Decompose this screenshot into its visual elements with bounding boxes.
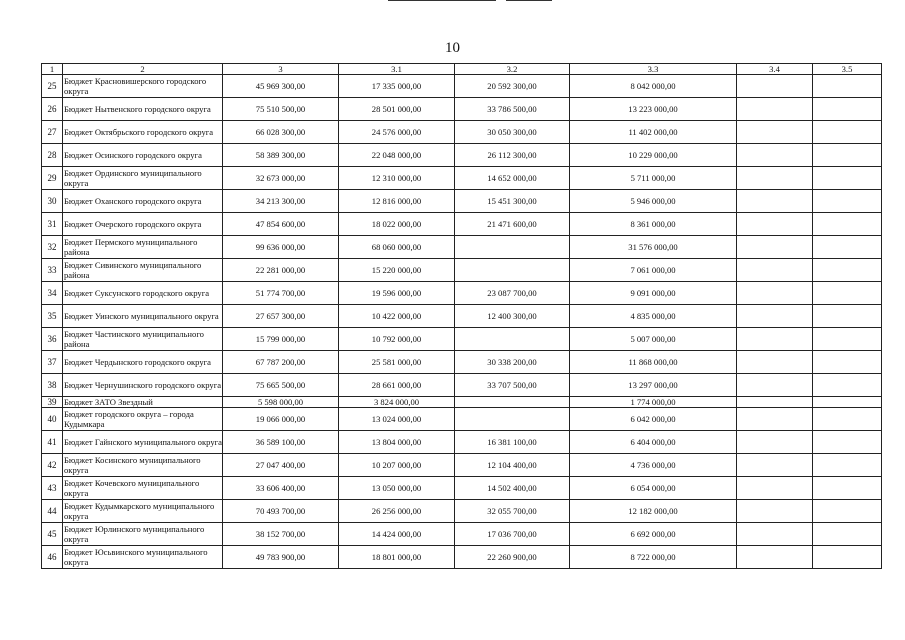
column-header: 3.3: [570, 64, 737, 75]
budget-name: Бюджет Сивинского муниципального района: [63, 259, 223, 282]
cell-col-3-2: 21 471 600,00: [455, 213, 570, 236]
table-row: [42, 454, 882, 477]
cell-col-3-3: 6 054 000,00: [570, 477, 737, 500]
cell-col-3-4: [737, 236, 813, 259]
cell-col-3-1: 17 335 000,00: [339, 75, 455, 98]
table-row: [42, 236, 882, 259]
cell-col-3-2: 33 786 500,00: [455, 98, 570, 121]
cell-col-3-3: 9 091 000,00: [570, 282, 737, 305]
cell-col-3-1: 28 501 000,00: [339, 98, 455, 121]
cell-col-3: 27 047 400,00: [223, 454, 339, 477]
cell-col-3: 32 673 000,00: [223, 167, 339, 190]
cell-col-3-1: 18 801 000,00: [339, 546, 455, 569]
cell-col-3-5: [813, 374, 882, 397]
cell-col-3: 15 799 000,00: [223, 328, 339, 351]
cell-col-3-4: [737, 431, 813, 454]
cell-col-3-2: 22 260 900,00: [455, 546, 570, 569]
cell-col-3-2: 30 050 300,00: [455, 121, 570, 144]
table-row: [42, 75, 882, 98]
row-number: 31: [42, 213, 63, 236]
cell-col-3: 70 493 700,00: [223, 500, 339, 523]
page-number: 10: [445, 40, 460, 56]
cell-col-3-3: 6 692 000,00: [570, 523, 737, 546]
cell-col-3-1: 13 050 000,00: [339, 477, 455, 500]
cell-col-3-3: 31 576 000,00: [570, 236, 737, 259]
budget-name: Бюджет городского округа – города Кудымкара: [63, 408, 223, 431]
cell-col-3-4: [737, 282, 813, 305]
cell-col-3-4: [737, 408, 813, 431]
row-number: 45: [42, 523, 63, 546]
budget-name: Бюджет ЗАТО Звездный: [63, 397, 223, 408]
row-number: 29: [42, 167, 63, 190]
cell-col-3: 5 598 000,00: [223, 397, 339, 408]
cell-col-3-1: 14 424 000,00: [339, 523, 455, 546]
cell-col-3-2: [455, 328, 570, 351]
cell-col-3-4: [737, 305, 813, 328]
cell-col-3-2: 12 400 300,00: [455, 305, 570, 328]
row-number: 30: [42, 190, 63, 213]
cell-col-3-5: [813, 121, 882, 144]
budget-name: Бюджет Октябрьского городского округа: [63, 121, 223, 144]
cell-col-3-5: [813, 523, 882, 546]
cell-col-3-3: 1 774 000,00: [570, 397, 737, 408]
table-row: [42, 213, 882, 236]
cell-col-3-1: 10 422 000,00: [339, 305, 455, 328]
table-row: [42, 431, 882, 454]
budget-name: Бюджет Красновишерского городского округа: [63, 75, 223, 98]
cell-col-3-5: [813, 190, 882, 213]
cell-col-3-1: 18 022 000,00: [339, 213, 455, 236]
cell-col-3-4: [737, 259, 813, 282]
cell-col-3-4: [737, 190, 813, 213]
cell-col-3-3: 10 229 000,00: [570, 144, 737, 167]
budget-name: Бюджет Кудымкарского муниципального округа: [63, 500, 223, 523]
budget-name: Бюджет Суксунского городского округа: [63, 282, 223, 305]
cell-col-3-2: [455, 259, 570, 282]
row-number: 38: [42, 374, 63, 397]
cell-col-3-1: 24 576 000,00: [339, 121, 455, 144]
cell-col-3-3: 8 722 000,00: [570, 546, 737, 569]
table-row: [42, 546, 882, 569]
cell-col-3-4: [737, 167, 813, 190]
row-number: 25: [42, 75, 63, 98]
cell-col-3-1: 28 661 000,00: [339, 374, 455, 397]
table-row: [42, 98, 882, 121]
cell-col-3-4: [737, 121, 813, 144]
cell-col-3: 99 636 000,00: [223, 236, 339, 259]
cell-col-3-5: [813, 477, 882, 500]
table-row: [42, 523, 882, 546]
budget-name: Бюджет Юрлинского муниципального округа: [63, 523, 223, 546]
budget-name: Бюджет Чернушинского городского округа: [63, 374, 223, 397]
cell-col-3-2: [455, 236, 570, 259]
column-header: 1: [42, 64, 63, 75]
row-number: 34: [42, 282, 63, 305]
cell-col-3: 47 854 600,00: [223, 213, 339, 236]
table-row: [42, 397, 882, 408]
cell-col-3-5: [813, 259, 882, 282]
column-header: 3: [223, 64, 339, 75]
row-number: 32: [42, 236, 63, 259]
table-row: [42, 190, 882, 213]
cell-col-3-5: [813, 167, 882, 190]
cell-col-3: 51 774 700,00: [223, 282, 339, 305]
budget-name: Бюджет Кочевского муниципального округа: [63, 477, 223, 500]
cell-col-3: 58 389 300,00: [223, 144, 339, 167]
cell-col-3-3: 5 711 000,00: [570, 167, 737, 190]
cell-col-3: 34 213 300,00: [223, 190, 339, 213]
cell-col-3-5: [813, 431, 882, 454]
cell-col-3-2: 14 652 000,00: [455, 167, 570, 190]
column-header: 2: [63, 64, 223, 75]
cell-col-3-3: 5 946 000,00: [570, 190, 737, 213]
table-body: [42, 75, 882, 569]
cell-col-3-2: 32 055 700,00: [455, 500, 570, 523]
cell-col-3-5: [813, 75, 882, 98]
row-number: 43: [42, 477, 63, 500]
column-header: 3.4: [737, 64, 813, 75]
cell-col-3-2: 16 381 100,00: [455, 431, 570, 454]
row-number: 42: [42, 454, 63, 477]
cell-col-3-3: 6 404 000,00: [570, 431, 737, 454]
cell-col-3-1: 10 792 000,00: [339, 328, 455, 351]
cell-col-3: 67 787 200,00: [223, 351, 339, 374]
table-row: [42, 282, 882, 305]
cell-col-3: 36 589 100,00: [223, 431, 339, 454]
top-scan-line-left: [388, 0, 496, 1]
cell-col-3-3: 4 736 000,00: [570, 454, 737, 477]
cell-col-3-1: 13 024 000,00: [339, 408, 455, 431]
budget-name: Бюджет Ординского муниципального округа: [63, 167, 223, 190]
cell-col-3-1: 25 581 000,00: [339, 351, 455, 374]
budget-name: Бюджет Нытвенского городского округа: [63, 98, 223, 121]
cell-col-3-5: [813, 408, 882, 431]
cell-col-3-1: 3 824 000,00: [339, 397, 455, 408]
cell-col-3-1: 12 310 000,00: [339, 167, 455, 190]
header-row: [42, 64, 882, 75]
cell-col-3-4: [737, 374, 813, 397]
row-number: 33: [42, 259, 63, 282]
cell-col-3: 19 066 000,00: [223, 408, 339, 431]
cell-col-3: 22 281 000,00: [223, 259, 339, 282]
cell-col-3-2: 17 036 700,00: [455, 523, 570, 546]
budget-name: Бюджет Очерского городского округа: [63, 213, 223, 236]
cell-col-3-2: 15 451 300,00: [455, 190, 570, 213]
cell-col-3: 45 969 300,00: [223, 75, 339, 98]
cell-col-3-4: [737, 454, 813, 477]
cell-col-3-1: 12 816 000,00: [339, 190, 455, 213]
row-number: 27: [42, 121, 63, 144]
cell-col-3-1: 68 060 000,00: [339, 236, 455, 259]
cell-col-3: 27 657 300,00: [223, 305, 339, 328]
cell-col-3-4: [737, 523, 813, 546]
cell-col-3-5: [813, 282, 882, 305]
cell-col-3: 75 665 500,00: [223, 374, 339, 397]
cell-col-3-1: 10 207 000,00: [339, 454, 455, 477]
cell-col-3-2: [455, 397, 570, 408]
cell-col-3-4: [737, 98, 813, 121]
row-number: 35: [42, 305, 63, 328]
cell-col-3-4: [737, 546, 813, 569]
table-row: [42, 144, 882, 167]
cell-col-3-5: [813, 213, 882, 236]
cell-col-3-3: 8 042 000,00: [570, 75, 737, 98]
cell-col-3-4: [737, 213, 813, 236]
budget-name: Бюджет Уинского муниципального округа: [63, 305, 223, 328]
table-row: [42, 500, 882, 523]
budget-name: Бюджет Чердынского городского округа: [63, 351, 223, 374]
cell-col-3-4: [737, 477, 813, 500]
cell-col-3-4: [737, 144, 813, 167]
cell-col-3: 38 152 700,00: [223, 523, 339, 546]
cell-col-3: 33 606 400,00: [223, 477, 339, 500]
cell-col-3-2: 12 104 400,00: [455, 454, 570, 477]
cell-col-3-1: 15 220 000,00: [339, 259, 455, 282]
budget-name: Бюджет Юсьвинского муниципального округа: [63, 546, 223, 569]
cell-col-3-5: [813, 500, 882, 523]
column-header: 3.5: [813, 64, 882, 75]
cell-col-3-5: [813, 328, 882, 351]
budget-name: Бюджет Пермского муниципального района: [63, 236, 223, 259]
row-number: 44: [42, 500, 63, 523]
cell-col-3-3: 8 361 000,00: [570, 213, 737, 236]
cell-col-3-5: [813, 305, 882, 328]
cell-col-3-1: 22 048 000,00: [339, 144, 455, 167]
budget-name: Бюджет Осинского городского округа: [63, 144, 223, 167]
top-scan-line-right: [506, 0, 552, 1]
cell-col-3-5: [813, 397, 882, 408]
cell-col-3: 49 783 900,00: [223, 546, 339, 569]
cell-col-3-3: 6 042 000,00: [570, 408, 737, 431]
budget-name: Бюджет Гайнского муниципального округа: [63, 431, 223, 454]
cell-col-3-5: [813, 351, 882, 374]
cell-col-3-2: 23 087 700,00: [455, 282, 570, 305]
row-number: 26: [42, 98, 63, 121]
cell-col-3-3: 7 061 000,00: [570, 259, 737, 282]
budget-name: Бюджет Косинского муниципального округа: [63, 454, 223, 477]
cell-col-3-3: 12 182 000,00: [570, 500, 737, 523]
row-number: 37: [42, 351, 63, 374]
table-row: [42, 121, 882, 144]
row-number: 36: [42, 328, 63, 351]
cell-col-3-2: [455, 408, 570, 431]
budget-name: Бюджет Оханского городского округа: [63, 190, 223, 213]
cell-col-3-3: 13 297 000,00: [570, 374, 737, 397]
cell-col-3-4: [737, 351, 813, 374]
cell-col-3-4: [737, 397, 813, 408]
cell-col-3-5: [813, 454, 882, 477]
table-row: [42, 351, 882, 374]
table-row: [42, 305, 882, 328]
cell-col-3-1: 13 804 000,00: [339, 431, 455, 454]
column-header: 3.1: [339, 64, 455, 75]
cell-col-3-4: [737, 500, 813, 523]
row-number: 28: [42, 144, 63, 167]
cell-col-3-3: 11 402 000,00: [570, 121, 737, 144]
cell-col-3: 75 510 500,00: [223, 98, 339, 121]
column-header: 3.2: [455, 64, 570, 75]
table-row: [42, 374, 882, 397]
cell-col-3-5: [813, 98, 882, 121]
row-number: 41: [42, 431, 63, 454]
budget-name: Бюджет Частинского муниципального района: [63, 328, 223, 351]
cell-col-3-1: 19 596 000,00: [339, 282, 455, 305]
budget-table: [41, 63, 882, 569]
table-row: [42, 259, 882, 282]
cell-col-3-5: [813, 144, 882, 167]
cell-col-3-2: 14 502 400,00: [455, 477, 570, 500]
cell-col-3-5: [813, 236, 882, 259]
table-row: [42, 167, 882, 190]
cell-col-3-2: 20 592 300,00: [455, 75, 570, 98]
row-number: 40: [42, 408, 63, 431]
table-row: [42, 477, 882, 500]
cell-col-3-1: 26 256 000,00: [339, 500, 455, 523]
cell-col-3-3: 13 223 000,00: [570, 98, 737, 121]
cell-col-3-3: 5 007 000,00: [570, 328, 737, 351]
cell-col-3-2: 30 338 200,00: [455, 351, 570, 374]
cell-col-3-2: 26 112 300,00: [455, 144, 570, 167]
cell-col-3-4: [737, 328, 813, 351]
table-row: [42, 328, 882, 351]
row-number: 46: [42, 546, 63, 569]
cell-col-3-4: [737, 75, 813, 98]
cell-col-3-5: [813, 546, 882, 569]
cell-col-3-3: 11 868 000,00: [570, 351, 737, 374]
cell-col-3-3: 4 835 000,00: [570, 305, 737, 328]
table-row: [42, 408, 882, 431]
cell-col-3-2: 33 707 500,00: [455, 374, 570, 397]
row-number: 39: [42, 397, 63, 408]
cell-col-3: 66 028 300,00: [223, 121, 339, 144]
